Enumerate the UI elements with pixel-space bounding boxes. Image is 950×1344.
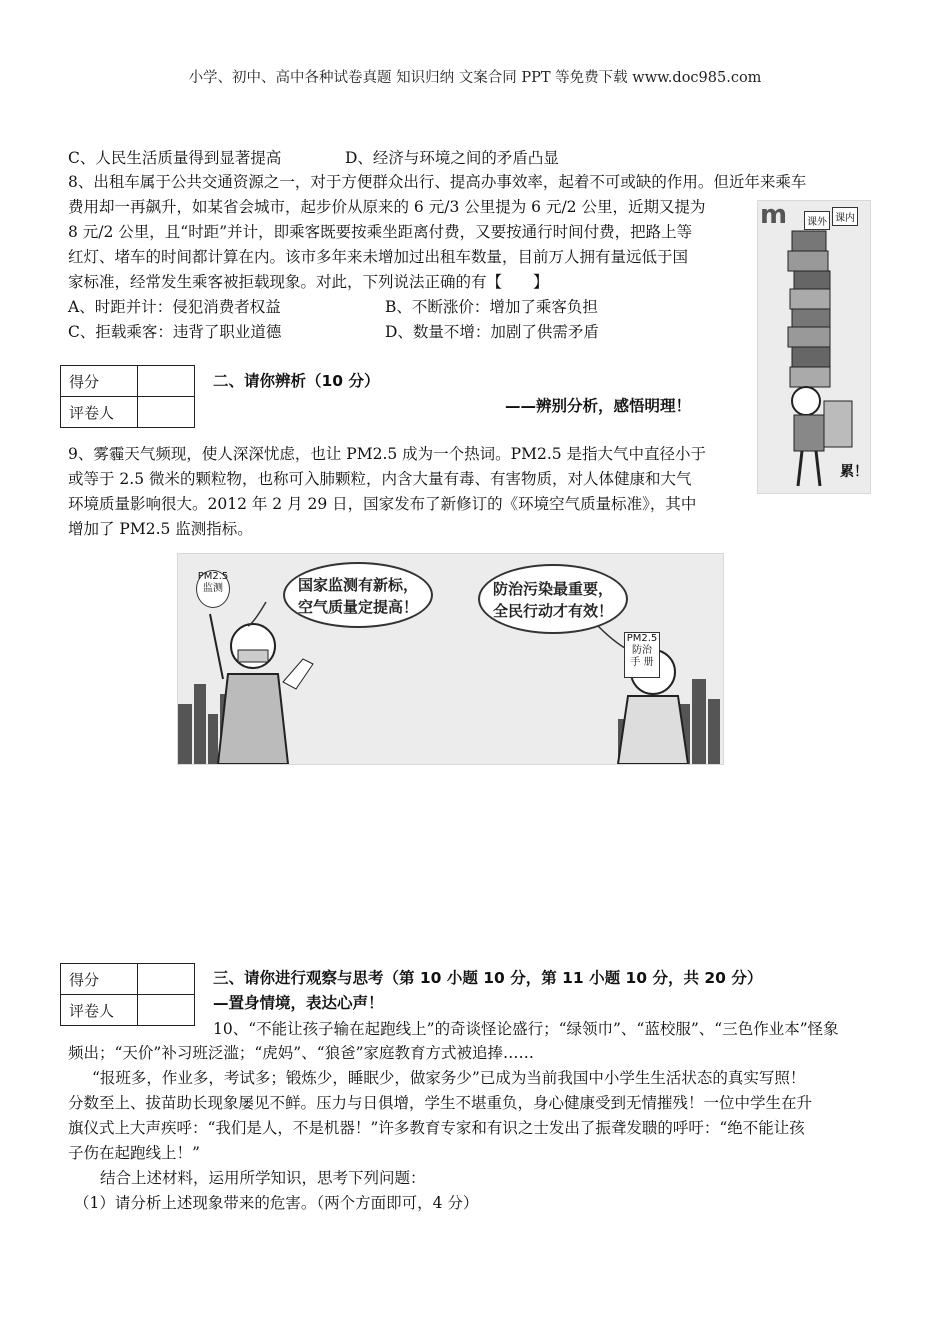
grader-value[interactable] [138, 397, 195, 428]
cartoon-heavy-schoolbag-drawing [758, 201, 870, 493]
books-tag-class: 课内 [832, 207, 858, 226]
section3-subtitle: —置身情境，表达心声！ [213, 994, 384, 1012]
q8-option-d: D、数量不增：加剧了供需矛盾 [385, 323, 599, 341]
sign-right-line-3: 手 册 [630, 657, 654, 668]
sign-pm25-handbook [624, 632, 660, 678]
q8-line-5: 家标准，经常发生乘客被拒载现象。对此，下列说法正确的有【 】 [68, 273, 549, 291]
score-table-section2 [60, 365, 195, 428]
q10-para2-line-2: 分数至上、拔苗助长现象屡见不鲜。压力与日俱增，学生不堪重负，身心健康受到无情摧残！一位中学生在升 [68, 1094, 813, 1112]
q9-line-4: 增加了 PM2.5 监测指标。 [68, 520, 253, 538]
sign-left-line-1: PM2.5 [197, 571, 229, 582]
q10-line-2: 频出；“天价”补习班泛滥；“虎妈”、“狼爸”家庭教育方式被追捧…… [68, 1044, 535, 1062]
q8-line-3: 8 元/2 公里，且“时距”并计，即乘客既要按乘坐距离付费，又要按通行时间付费，把路上等 [68, 223, 693, 241]
bubble-left [283, 562, 433, 628]
section3-title: 三、请你进行观察与思考（第 10 小题 10 分，第 11 小题 10 分，共 20 分） [213, 969, 763, 987]
section2-title: 二、请你辨析（10 分） [213, 372, 380, 390]
q8-option-c: C、拒载乘客：违背了职业道德 [68, 323, 282, 341]
books-caption: 累！ [840, 464, 868, 480]
score-label: 得分 [61, 366, 138, 397]
section2-subtitle: ——辨别分析，感悟明理！ [505, 397, 692, 415]
cartoon-heavy-schoolbag [757, 200, 871, 494]
q8-line-2: 费用却一再飙升，如某省会城市，起步价从原来的 6 元/3 公里提为 6 元/2 公里，近期又提为 [68, 198, 706, 216]
q10-subquestion-1: （1）请分析上述现象带来的危害。（两个方面即可，4 分） [74, 1194, 479, 1212]
score-value[interactable] [138, 366, 195, 397]
grader-label-3: 评卷人 [61, 995, 138, 1026]
bubble-right-line-1: 防治污染最重要， [492, 580, 613, 598]
books-tag-extra: 课外 [804, 211, 830, 230]
q7-option-c: C、人民生活质量得到显著提高 [68, 149, 282, 167]
sign-pm25-monitor [196, 570, 230, 608]
bubble-right-line-2: 全民行动才有效！ [492, 602, 613, 620]
sign-right-line-1: PM2.5 [626, 633, 658, 644]
q10-line-1: 10、“不能让孩子输在起跑线上”的奇谈怪论盛行；“绿领巾”、“蓝校服”、“三色作业本”怪象 [213, 1020, 839, 1038]
grader-value-3[interactable] [138, 995, 195, 1026]
score-label-3: 得分 [61, 964, 138, 995]
score-value-3[interactable] [138, 964, 195, 995]
q10-para2-line-1: “报班多，作业多，考试多；锻炼少，睡眠少，做家务少”已成为当前我国中小学生生活状态的真实写照！ [92, 1069, 806, 1087]
q7-option-d: D、经济与环境之间的矛盾凸显 [345, 149, 559, 167]
page-header: 小学、初中、高中各种试卷真题 知识归纳 文案合同 PPT 等免费下载 www.doc985.com [188, 70, 762, 86]
score-table-section3 [60, 963, 195, 1026]
q8-line-4: 红灯、堵车的时间都计算在内。该市多年来未增加过出租车数量，目前万人拥有量远低于国 [68, 248, 689, 266]
bubble-right [478, 564, 628, 634]
sign-right-line-2: 防治 [632, 645, 652, 656]
svg-text:m: m [760, 201, 788, 230]
q8-line-1: 8、出租车属于公共交通资源之一，对于方便群众出行、提高办事效率，起着不可或缺的作用。但近年来乘车 [68, 173, 807, 191]
q9-line-2: 或等于 2.5 微米的颗粒物，也称可入肺颗粒，内含大量有毒、有害物质，对人体健康和大气 [68, 470, 692, 488]
q8-option-b: B、不断涨价：增加了乘客负担 [385, 298, 598, 316]
grader-label: 评卷人 [61, 397, 138, 428]
q9-line-3: 环境质量影响很大。2012 年 2 月 29 日，国家发布了新修订的《环境空气质量标准》，其中 [68, 495, 697, 513]
bubble-left-line-1: 国家监测有新标， [297, 576, 418, 594]
sign-left-line-2: 监测 [203, 583, 223, 594]
q9-line-1: 9、雾霾天气频现，使人深深忧虑，也让 PM2.5 成为一个热词。PM2.5 是指大气中直径小于 [68, 445, 707, 463]
q10-para2-line-3: 旗仪式上大声疾呼：“我们是人，不是机器！”许多教育专家和有识之士发出了振聋发聩的呼吁：“绝不能让孩 [68, 1119, 805, 1137]
bubble-left-line-2: 空气质量定提高！ [297, 598, 418, 616]
cartoon-pm25 [177, 553, 724, 765]
q10-para2-line-4: 子伤在起跑线上！” [68, 1144, 200, 1162]
q8-option-a: A、时距并计：侵犯消费者权益 [68, 298, 281, 316]
q10-instruction: 结合上述材料，运用所学知识，思考下列问题： [100, 1169, 426, 1187]
